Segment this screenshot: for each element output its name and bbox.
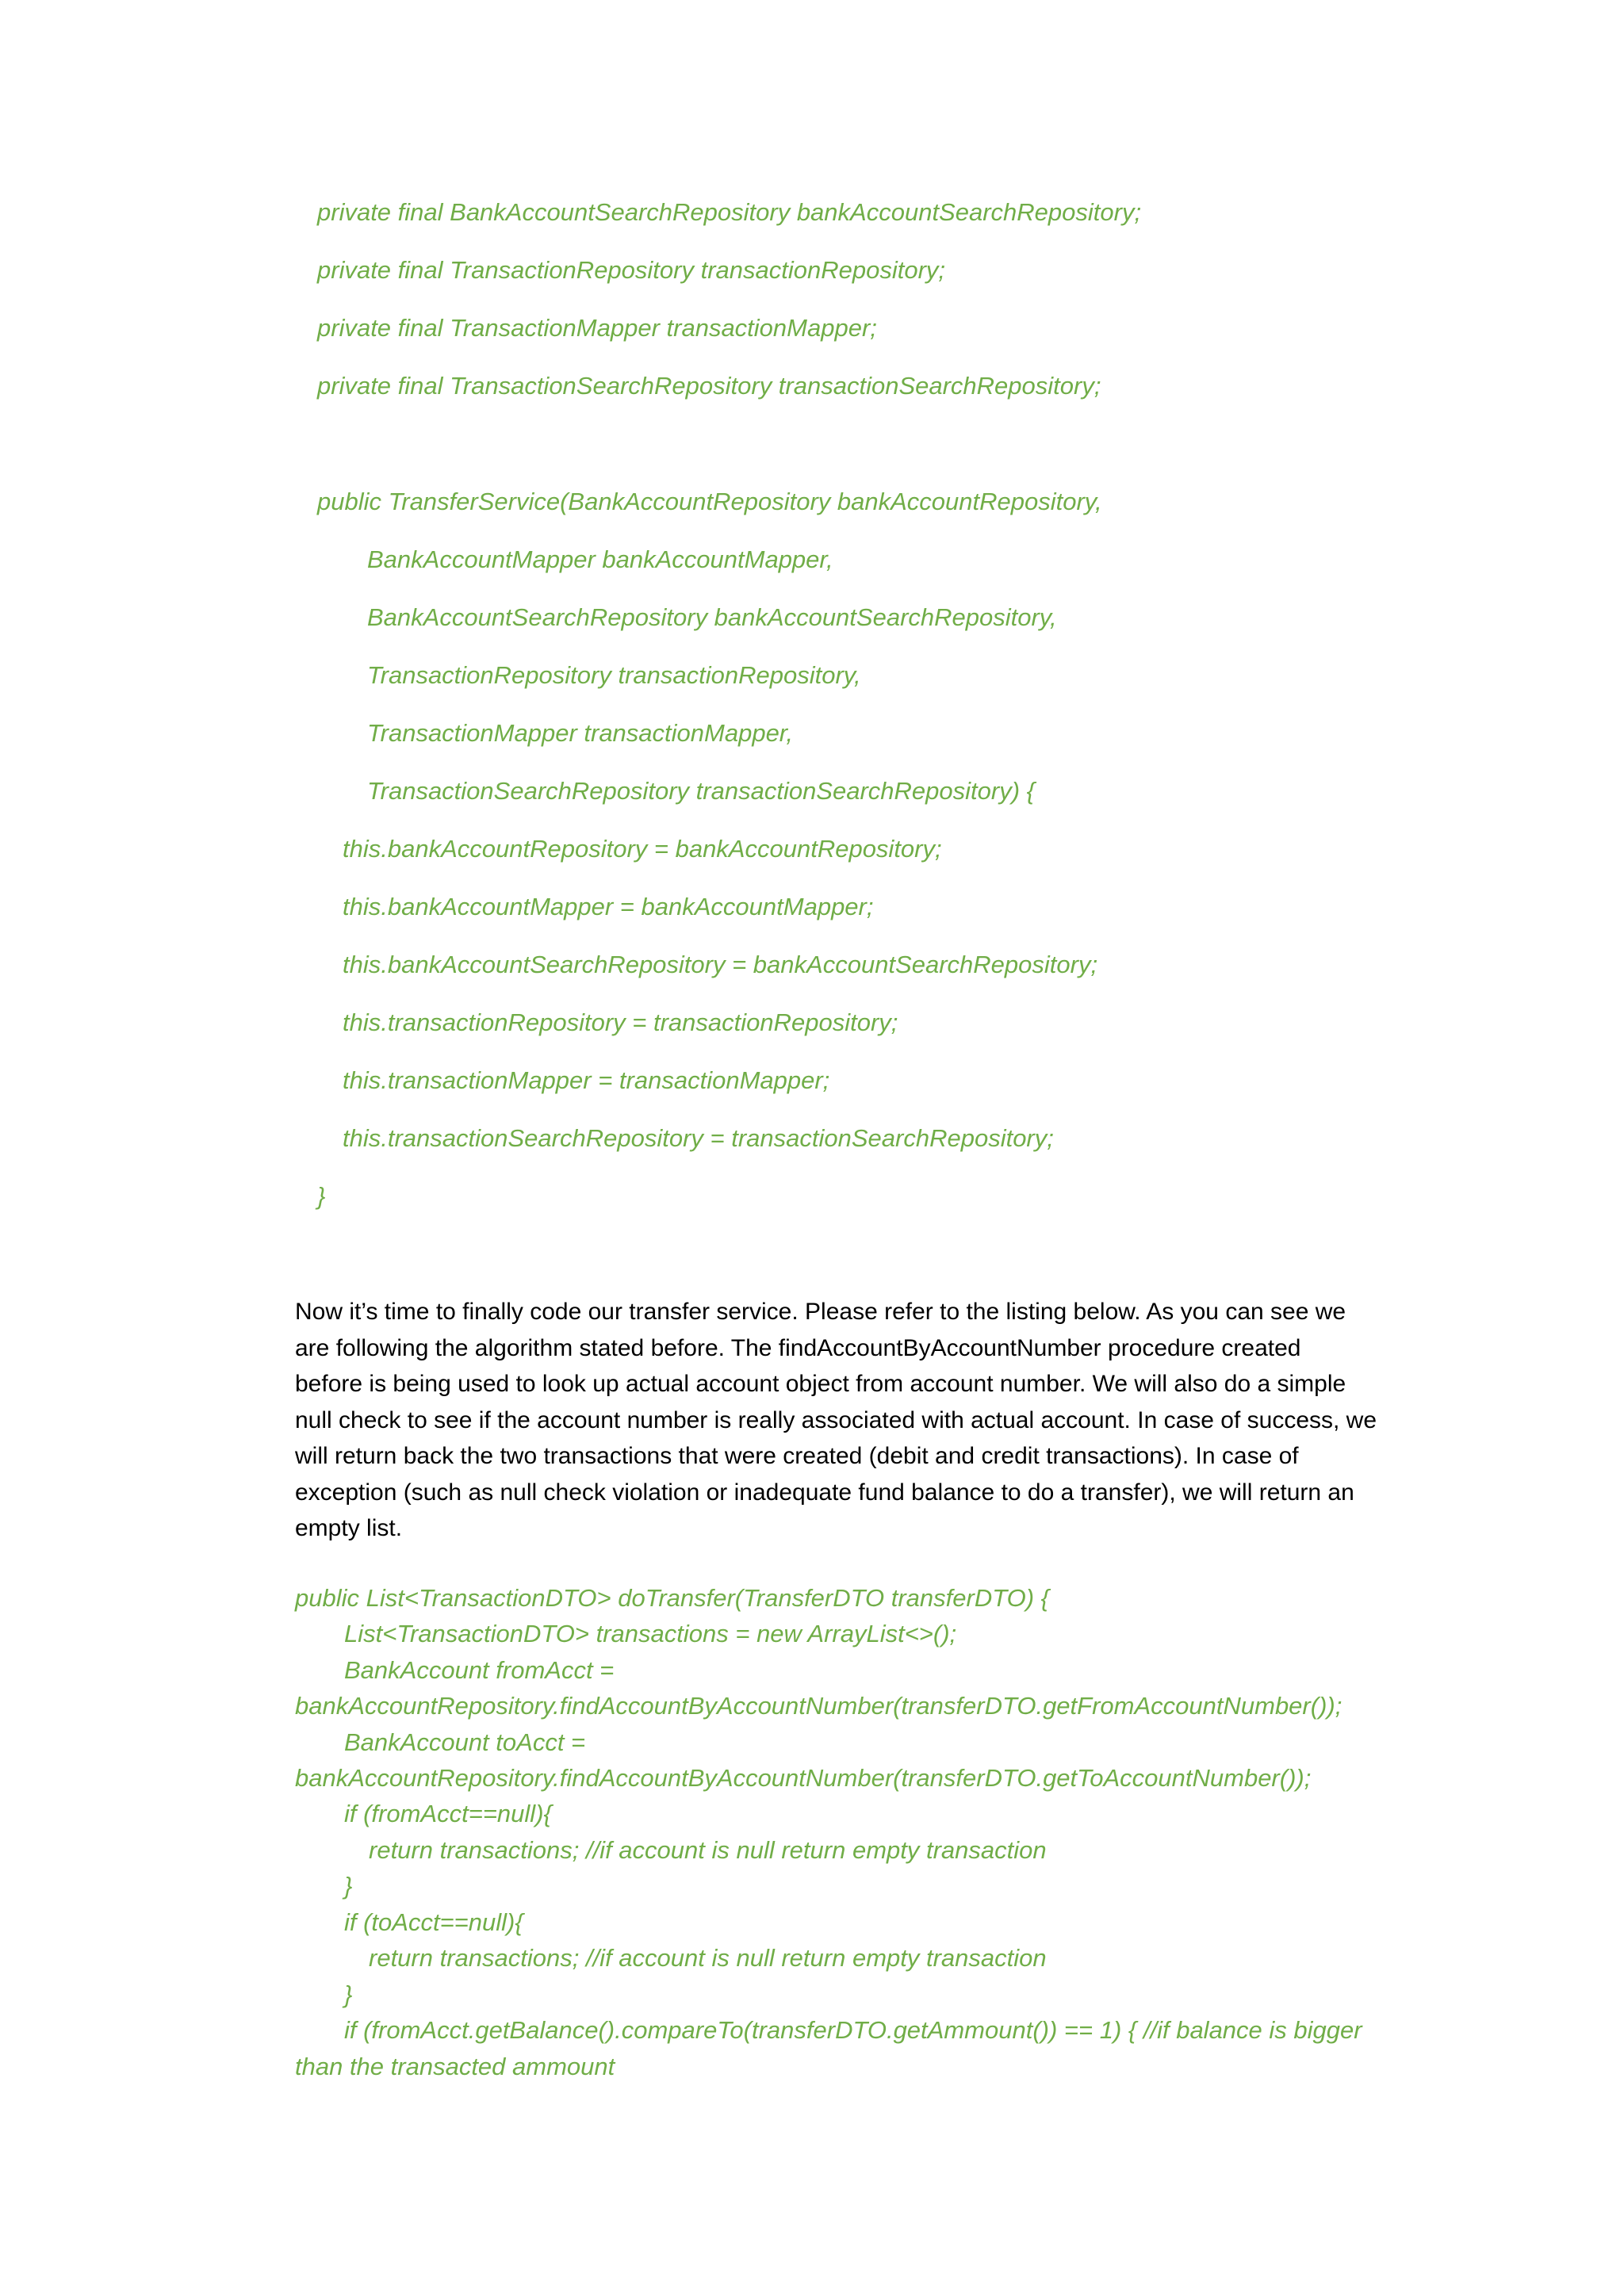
- code-line: private final BankAccountSearchRepository bankAccountSearchRepository;: [317, 198, 1142, 226]
- paragraph-line: Now it’s time to finally code our transfer service. Please refer to the listing below. As you can see we: [295, 1299, 1346, 1325]
- paragraph-line: will return back the two transactions that were created (debit and credit transactions). In case of: [295, 1443, 1299, 1469]
- code-line: TransactionMapper transactionMapper,: [367, 719, 794, 747]
- code-line: BankAccountMapper bankAccountMapper,: [367, 545, 833, 573]
- code-line: if (fromAcct==null){: [344, 1800, 552, 1827]
- code-line: List<TransactionDTO> transactions = new ArrayList<>();: [344, 1620, 957, 1647]
- code-line: }: [344, 1980, 353, 2008]
- code-line: return transactions; //if account is null return empty transaction: [369, 1944, 1047, 1972]
- code-line: this.bankAccountRepository = bankAccountRepository;: [343, 835, 942, 863]
- code-line: this.transactionRepository = transactionRepository;: [343, 1008, 898, 1036]
- code-line: bankAccountRepository.findAccountByAccountNumber(transferDTO.getFromAccountNumber());: [295, 1692, 1342, 1720]
- code-line: }: [317, 1182, 326, 1210]
- code-line: this.transactionSearchRepository = transactionSearchRepository;: [343, 1124, 1054, 1152]
- paragraph-line: exception (such as null check violation or inadequate fund balance to do a transfer), we will return an: [295, 1479, 1354, 1506]
- paragraph-line: before is being used to look up actual account object from account number. We will also do a simple: [295, 1371, 1346, 1397]
- code-line: if (toAcct==null){: [344, 1908, 523, 1936]
- code-line: this.bankAccountMapper = bankAccountMapper;: [343, 893, 874, 920]
- code-line: bankAccountRepository.findAccountByAccountNumber(transferDTO.getToAccountNumber());: [295, 1764, 1312, 1792]
- code-line: }: [344, 1872, 353, 1900]
- code-line: private final TransactionRepository transactionRepository;: [317, 256, 946, 284]
- paragraph-line: empty list.: [295, 1515, 403, 1541]
- code-line: BankAccount fromAcct =: [344, 1656, 615, 1684]
- code-line: private final TransactionSearchRepository transactionSearchRepository;: [317, 372, 1101, 400]
- code-line: than the transacted ammount: [295, 2053, 615, 2080]
- code-line: this.bankAccountSearchRepository = bankAccountSearchRepository;: [343, 951, 1098, 978]
- paragraph-line: null check to see if the account number is really associated with actual account. In case of success, we: [295, 1406, 1377, 1433]
- paragraph-line: are following the algorithm stated before. The findAccountByAccountNumber procedure created: [295, 1334, 1301, 1361]
- code-line: TransactionSearchRepository transactionSearchRepository) {: [367, 777, 1035, 805]
- code-line: private final TransactionMapper transactionMapper;: [317, 314, 877, 342]
- code-line: this.transactionMapper = transactionMapper;: [343, 1066, 830, 1094]
- body-paragraph: [295, 1294, 1437, 1547]
- code-line: TransactionRepository transactionRepository,: [367, 661, 861, 689]
- code-line: return transactions; //if account is null return empty transaction: [369, 1836, 1047, 1864]
- code-line: public List<TransactionDTO> doTransfer(TransferDTO transferDTO) {: [295, 1584, 1049, 1612]
- code-line: BankAccount toAcct =: [344, 1728, 586, 1756]
- code-line: if (fromAcct.getBalance().compareTo(transferDTO.getAmmount()) == 1) { //if balance is bigger: [344, 2016, 1362, 2044]
- code-line: BankAccountSearchRepository bankAccountSearchRepository,: [367, 603, 1057, 631]
- code-line: public TransferService(BankAccountRepository bankAccountRepository,: [317, 488, 1102, 515]
